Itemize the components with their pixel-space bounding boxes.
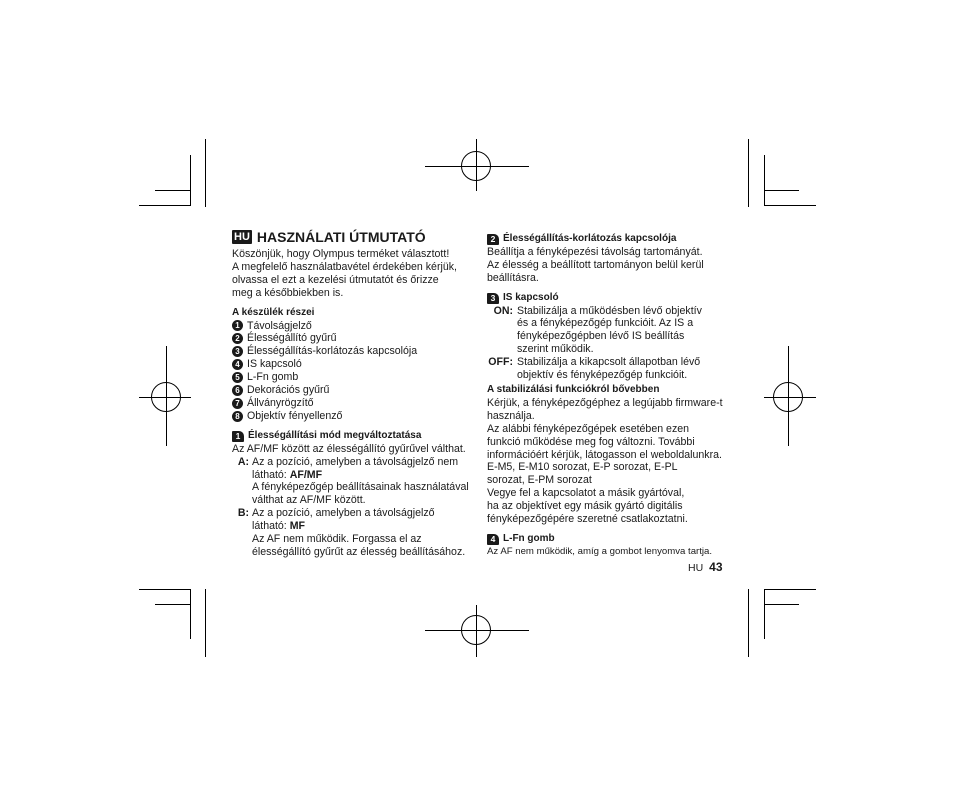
number-icon: 2: [232, 333, 243, 344]
list-item: [232, 410, 477, 423]
parts-list: [232, 320, 477, 423]
section-title: Élességállítási mód megváltoztatása: [248, 429, 422, 441]
definition-text: Az a pozíció, amelyben a távolságjelző nem: [252, 455, 459, 468]
crop-mark: [155, 604, 190, 605]
crop-mark: [764, 155, 765, 205]
definition-text: Stabilizálja a kikapcsolt állapotban lévő: [517, 356, 701, 369]
definition-text: fényképezőgépben lévő IS beállítás: [517, 330, 685, 343]
section-text: sorozat, E-PM sorozat: [487, 474, 592, 487]
section-text: Kérjük, a fényképezőgéphez a legújabb firmware-t: [487, 396, 723, 409]
section-number-icon: 2: [487, 234, 499, 245]
definition-text: A fényképezőgép beállításainak használatával: [252, 481, 469, 494]
definition-text: Az AF nem működik. Forgassa el az: [252, 533, 422, 546]
section-heading: [232, 430, 477, 443]
list-item: [232, 345, 477, 358]
term-label: B:: [237, 507, 249, 520]
section-text: Vegye fel a kapcsolatot a másik gyártóval,: [487, 487, 685, 500]
crop-mark: [139, 589, 191, 590]
title-row: [232, 229, 477, 245]
registration-circle: [773, 382, 803, 412]
section-text: Az alábbi fényképezőgépek esetében ezen: [487, 422, 690, 435]
list-item: [232, 320, 477, 333]
definition-a: [232, 456, 477, 508]
parts-heading: A készülék részei: [232, 306, 315, 318]
number-icon: 5: [232, 372, 243, 383]
part-label: Dekorációs gyűrű: [247, 384, 330, 397]
crop-mark: [205, 139, 206, 207]
registration-circle: [151, 382, 181, 412]
section-text: információért kérjük, látogasson el weboldalunkra.: [487, 448, 722, 461]
part-label: IS kapcsoló: [247, 358, 302, 371]
section-heading: [487, 233, 732, 246]
section-title: Élességállítás-korlátozás kapcsolója: [503, 233, 677, 244]
language-badge: HU: [234, 231, 250, 243]
crop-mark: [190, 155, 191, 205]
list-item: [232, 384, 477, 397]
section-text: E-M5, E-M10 sorozat, E-P sorozat, E-PL: [487, 461, 678, 474]
intro-line: A megfelelő használatbavétel érdekében kérjük,: [232, 260, 457, 273]
section-number-icon: 1: [232, 431, 244, 442]
definition-on: [487, 305, 732, 357]
list-item: [232, 358, 477, 371]
page-number: 43: [709, 560, 723, 574]
number-icon: 7: [232, 398, 243, 409]
definition-text: látható: MF: [252, 520, 305, 533]
crop-mark: [764, 205, 816, 206]
list-item: [232, 397, 477, 410]
crop-mark: [764, 589, 765, 639]
term-label: ON:: [493, 304, 513, 317]
list-item: [232, 332, 477, 345]
definition-text: objektív és fényképezőgép funkcióit.: [517, 369, 688, 382]
list-item: [232, 371, 477, 384]
definition-text: Stabilizálja a működésben lévő objektív: [517, 304, 702, 317]
subsection-heading: A stabilizálási funkciókról bővebben: [487, 383, 660, 395]
left-column: [232, 229, 477, 559]
crop-mark: [748, 589, 749, 657]
definition-text: Az a pozíció, amelyben a távolságjelző: [252, 507, 435, 520]
part-label: Élességállító gyűrű: [247, 332, 337, 345]
definition-off: [487, 356, 732, 382]
intro-line: meg a későbbiekben is.: [232, 286, 344, 299]
number-icon: 4: [232, 359, 243, 370]
part-label: Állványrögzítő: [247, 396, 314, 409]
number-icon: 3: [232, 346, 243, 357]
number-icon: 6: [232, 385, 243, 396]
registration-circle: [461, 151, 491, 181]
crop-mark: [139, 205, 191, 206]
registration-circle: [461, 615, 491, 645]
crop-mark: [764, 604, 799, 605]
section-number-icon: 3: [487, 293, 499, 304]
page-footer: [688, 560, 723, 574]
part-label: Objektív fényellenző: [247, 409, 343, 422]
definition-text: szerint működik.: [517, 343, 594, 356]
section-text: ha az objektívet egy másik gyártó digitális: [487, 500, 683, 513]
section-heading: [487, 292, 732, 305]
section-text: Beállítja a fényképezési távolság tartományát.: [487, 245, 703, 258]
section-text: Az élesség a beállított tartományon belül kerül: [487, 258, 704, 271]
term-label: A:: [237, 455, 249, 468]
section-text: Az AF nem működik, amíg a gombot lenyomva tartja.: [487, 545, 713, 557]
crop-mark: [764, 589, 816, 590]
crop-mark: [205, 589, 206, 657]
crop-mark: [190, 589, 191, 639]
section-text: Az AF/MF között az élességállító gyűrűvel válthat.: [232, 442, 466, 455]
definition-text: és a fényképezőgép funkcióit. Az IS a: [517, 317, 694, 330]
section-number-icon: 4: [487, 534, 499, 545]
number-icon: 1: [232, 320, 243, 331]
section-title: L-Fn gomb: [503, 532, 555, 544]
definition-text: válthat az AF/MF között.: [252, 494, 366, 507]
definition-text: látható: AF/MF: [252, 468, 323, 481]
definition-b: [232, 507, 477, 559]
part-label: Élességállítás-korlátozás kapcsolója: [247, 345, 418, 358]
part-label: L-Fn gomb: [247, 371, 299, 384]
number-icon: 8: [232, 411, 243, 422]
page-title: HASZNÁLATI ÚTMUTATÓ: [256, 229, 426, 245]
section-text: fényképezőgépére szeretné csatlakoztatni.: [487, 513, 688, 526]
section-heading: [487, 533, 732, 546]
term-label: OFF:: [488, 356, 513, 369]
section-text: használja.: [487, 409, 535, 422]
crop-mark: [764, 190, 799, 191]
definition-text: élességállító gyűrűt az élesség beállításához.: [252, 545, 466, 558]
crop-mark: [155, 190, 190, 191]
part-label: Távolságjelző: [247, 319, 312, 332]
section-title: IS kapcsoló: [503, 291, 559, 303]
footer-language: HU: [688, 562, 704, 574]
intro-line: olvassa el ezt a kezelési útmutatót és őrizze: [232, 273, 439, 286]
right-column: [487, 233, 732, 559]
section-text: beállításra.: [487, 271, 539, 284]
intro-line: Köszönjük, hogy Olympus terméket választott!: [232, 248, 450, 260]
crop-mark: [748, 139, 749, 207]
section-text: funkció működése meg fog változni. További: [487, 435, 695, 448]
